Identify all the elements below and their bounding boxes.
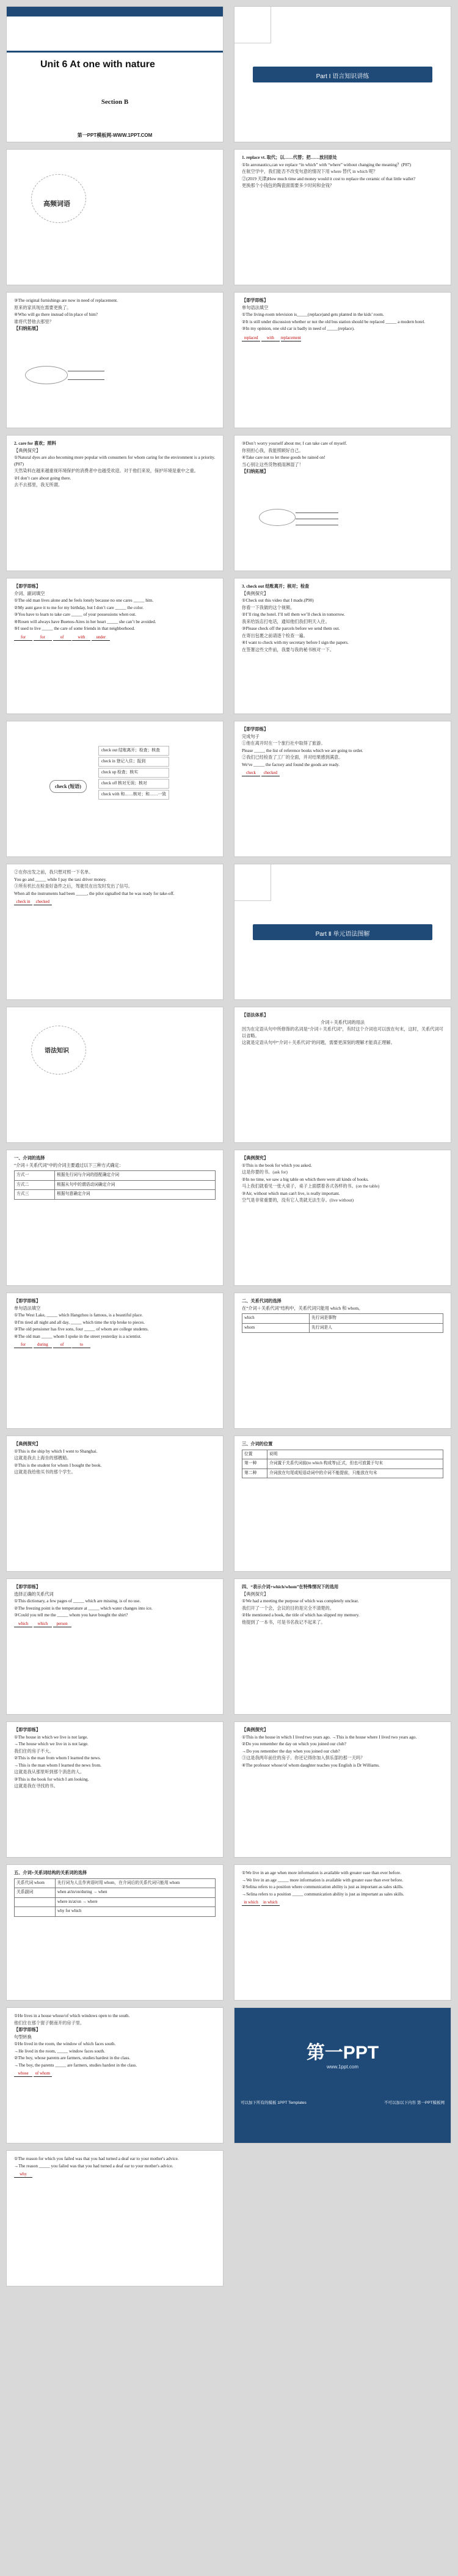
line: →He lived in the room, _____ window faces south. [14, 2048, 105, 2054]
line: ⑤I used to live _____ the care of some friends in that neighborhood. [14, 626, 135, 631]
line: 介词＋关系代词的用法 [321, 1020, 365, 1025]
line: ①He lives in a house whose/of which windows open to the south. [14, 2013, 130, 2018]
line: 句型转换 [14, 2034, 32, 2040]
section-title: Section B [101, 98, 129, 106]
mindmap-center: check (短语) [49, 780, 87, 793]
line: 原来的家具现在需要更换了。 [14, 305, 71, 310]
grammar-title: 语法知识 [45, 1048, 69, 1054]
answer: to [72, 1342, 90, 1348]
line: 【归纳拓展】 [14, 326, 41, 331]
answer: with [261, 335, 280, 341]
table-row: 第一种 介词置于关系代词前(to which 构成等)正式，但也可放置于句末 [242, 1459, 443, 1469]
line: 天然染料在越来越重视环境保护的消费者中也越受欢迎。对于他们来说，保护环境是重中之重。 [14, 469, 198, 473]
prep-example-slide [234, 1150, 451, 1286]
relword-practice-slide [234, 1864, 451, 2001]
answer: checked [261, 770, 280, 776]
check-practice2-slide [6, 864, 224, 1000]
line: ④The old man _____ whom I spoke in the street yesterday is a scientist. [14, 1334, 142, 1339]
line: ③这是我两年前住的房子。你还记得你加入俱乐部的那一天吗？ [242, 1756, 365, 1761]
answer: for [14, 635, 32, 641]
line: ②He mentioned a book, the title of which has slipped my memory. [242, 1613, 360, 1618]
line: ③Please check off the parcels before we send them out. [242, 626, 340, 631]
line: ②I'm tired all night and all day, _____ which time the trip broke to pieces. [14, 1319, 145, 1325]
part2-slide [234, 864, 451, 1000]
line: 【即学即练】 [242, 298, 269, 303]
line: 在航空学中，我们能否不改变句意的情况下用 where 替代 in which 呢？ [242, 169, 378, 174]
grammar-intro-slide [234, 1007, 451, 1143]
line: 因为在定语从句中所修饰的名词是“介词＋关系代词”，有时这个介词也可以放在句末，这时，关系代词可以省略。 [242, 1027, 443, 1038]
line: ②The boy, whose parents are farmers, studies hardest in the class. [14, 2056, 131, 2060]
answer: replacement [280, 335, 301, 340]
pronoun-table [242, 1313, 443, 1333]
line: →The house which we live in is not large. [14, 1742, 89, 1746]
line: ①The living-room television is_____(replace)and gets planted in the kids’ room. [242, 312, 384, 317]
line: ②在你出发之前，我只想对照一下名单。 [14, 870, 93, 875]
grammar-title-slide [6, 1007, 224, 1143]
line: When all the instruments had been _____, the pilot signalled that he was ready for take-off. [14, 891, 175, 896]
line: 【即学即练】 [14, 2027, 41, 2032]
line: ④I want to check with my secretary before I sign the papers. [242, 640, 349, 645]
line: 【语法体系】 [242, 1013, 269, 1018]
line: 1. replace vt. 取代；以……代替；把……放回原处 [242, 155, 337, 160]
mindmap-branches [98, 746, 169, 801]
prep-position-slide [234, 1436, 451, 1572]
line: ③Could you tell me the _____ whom you have bought the shirt? [14, 1613, 128, 1618]
line: 二、关系代词的选择 [242, 1299, 282, 1304]
part1-banner [253, 67, 432, 82]
cover-slide [6, 6, 224, 142]
line: ①We live in an age when more information is available with greater ease than ever before. [242, 1870, 401, 1875]
vocab-title-slide [6, 149, 224, 285]
line: ②It is still under discussion whether or not the old bus station should be replaced _____ a modern hotel. [242, 319, 426, 324]
line: 在“介词＋关系代词”结构中，关系代词只能用 which 和 whom。 [242, 1305, 363, 1311]
line: ①This is the book for which you asked. [242, 1162, 312, 1168]
prep-practice-slide [6, 1293, 224, 1429]
line: 更换那个小钱包的陶瓷面需要多少时间和金钱？ [242, 183, 334, 188]
answer: why [14, 2172, 32, 2178]
line: 【即学即练】 [14, 1585, 41, 1589]
line: ①The reason for which you failed was that you had turned a deaf ear to your mother's advice. [14, 2156, 179, 2161]
table-row: which 先行词是事物 [242, 1314, 443, 1324]
line: 在寄出包裹之前请逐个检查一遍。 [242, 633, 308, 638]
line: 【即学即练】 [14, 1299, 41, 1304]
line: ①他在离开时在一个旅行社中取得了旅游。 [242, 741, 325, 746]
line: 三、介词的位置 [242, 1442, 273, 1447]
line: 去不去那里，我无所谓。 [14, 483, 63, 487]
mindmap-branch: check off 核对无误；核对 [98, 779, 169, 789]
line: 【典例探究】 [242, 1156, 269, 1161]
line: 我们住的房子不大。 [14, 1748, 54, 1754]
answer: for [34, 635, 52, 641]
line: 【典例探究】 [14, 448, 41, 453]
mindmap-branch: check up 检查；核实 [98, 768, 169, 778]
prep-table [14, 1170, 216, 1200]
line: ①We had a meeting the purpose of which was completely unclear. [242, 1599, 359, 1604]
line: ①The old man lives alone and he feels lonely because no one cares _____ him. [14, 598, 154, 603]
diagram-line [68, 379, 104, 380]
answer: of whom [34, 2071, 52, 2077]
prep-choice-slide [6, 1150, 224, 1286]
vocab-title: 高频词语 [43, 200, 70, 208]
line: 介词、副词填空 [14, 591, 45, 596]
line: We've _____ the factory and found the goods are ready. [242, 762, 340, 767]
answer: in which [261, 1900, 280, 1906]
line: ①Check out this video that I made.(P90) [242, 598, 314, 603]
diagram-node [25, 366, 68, 384]
line: ①This dictionary, a few pages of _____ which are missing, is of no use. [14, 1599, 141, 1604]
line: ③The old pensioner has five sons, four _____ of whom are college students. [14, 1327, 149, 1332]
line: ②I’ll ring the hotel. I’ll tell them we’ll check in tomorrow. [242, 612, 345, 617]
line: 【典例探究】 [242, 1591, 269, 1597]
brand-slide [234, 2007, 451, 2144]
line: →We live in an age _____ more information is available with greater ease than ever before. [242, 1877, 404, 1883]
line: 【典例探究】 [14, 1442, 41, 1447]
diagram-node [259, 509, 296, 526]
table-row: 关系副词 when at/in/on/during → when [15, 1888, 216, 1898]
answer: of [53, 1342, 71, 1348]
line: ②Selina refers to a position where communication ability is just as important as sales skills. [242, 1885, 404, 1889]
line: ②My aunt gave it to me for my birthday, but I don’t care _____ the color. [14, 605, 144, 610]
line: ③Air, without which man can't live, is really important. [242, 1191, 340, 1196]
transform-slide [6, 1721, 224, 1858]
line: ②Do you remember the day on which you joined our club? [242, 1742, 346, 1746]
position-table [242, 1450, 443, 1479]
line: 【即学即练】 [14, 1728, 41, 1732]
line: 【即学即练】 [242, 727, 269, 732]
line: ③You have to learn to take care _____ of your possessions when out. [14, 612, 136, 617]
table-row: 位置 说明 [242, 1450, 443, 1459]
line: 选择正确的关系代词 [14, 1591, 54, 1597]
brand-url: www.1ppt.com [326, 2064, 359, 2070]
pronoun-choice-slide [234, 1293, 451, 1429]
carefor-practice-slide [6, 578, 224, 714]
whose-slide [6, 2007, 224, 2144]
line: 你别担心我，我能照顾好自己。 [242, 448, 304, 453]
corner-decoration [234, 864, 271, 901]
cover-rule [7, 51, 223, 53]
line: 这就是我给他买书的那个学生。 [14, 1470, 76, 1475]
line: →Do you remember the day when you joined our club? [242, 1748, 340, 1754]
part2-banner [253, 924, 432, 940]
mindmap-branch: check in 登记入住；报到 [98, 757, 169, 767]
line: 我们开了一个会，会议的目的是完全不清楚的。 [242, 1605, 334, 1611]
line: →The boy, the parents _____ are farmers, studies hardest in the class. [14, 2062, 137, 2068]
answer: which [34, 1621, 52, 1627]
answer: replaced [242, 335, 260, 341]
line: ③This is the book for which I am looking. [14, 1776, 89, 1782]
pronoun-example-slide [6, 1436, 224, 1572]
line: ④Rosen will always have Buenos-Aires in her heart _____ she can’t be avoided. [14, 619, 156, 624]
line: 在签署这些文件前，我要与我的秘书核对一下。 [242, 647, 334, 652]
line: ③In my opinion, one old car is badly in need of _____(replace). [242, 326, 355, 331]
takecare-slide [234, 435, 451, 571]
answer: during [34, 1342, 52, 1348]
mindmap-branch: check out 结账离开；检查；核查 [98, 746, 169, 756]
line: 【典例探究】 [242, 1728, 269, 1732]
line: 这就是我在寻找的书。 [14, 1784, 58, 1789]
line: ④The professor whose/of whom daughter teaches you English is Dr Williams. [242, 1762, 380, 1768]
answer: whose [14, 2071, 32, 2077]
line: 当心别让这些货物被雨淋湿了！ [242, 462, 304, 467]
answer: check in [14, 899, 32, 905]
line: →The reason _____ you failed was that you had turned a deaf ear to your mother's advice. [14, 2163, 173, 2169]
table-row: whom 先行词是人 [242, 1323, 443, 1333]
line: ②I don’t care about going there. [14, 475, 71, 481]
line: ②This is the man from whom I learned the news. [14, 1756, 101, 1761]
part2-label: Part Ⅱ 单元语法图解 [315, 931, 370, 938]
line: Please _____ the list of reference books which we are going to order. [242, 748, 363, 753]
line: “介词＋关系代词”中的介词主要通过以下三种方式确定： [14, 1162, 123, 1168]
replace-slide [234, 149, 451, 285]
line: 完成句子 [242, 734, 260, 739]
answer: under [92, 635, 110, 641]
corner-decoration [234, 7, 271, 43]
line: ②In no time, we saw a big table on which there were all kinds of books. [242, 1177, 369, 1182]
line: 我来给饭店打电话，通知他们我们明天入住。 [242, 619, 330, 624]
table-row: 方式二 根据从句中的谓语动词确定介词 [15, 1180, 216, 1190]
line: 这就是我从那里听到那个消息的人。 [14, 1770, 85, 1775]
line: 谁将代替他去那里？ [14, 319, 54, 324]
line: 【归纳拓展】 [242, 469, 269, 474]
special-case-slide [234, 1578, 451, 1715]
part1-label: Part Ⅰ 语言知识讲练 [316, 73, 369, 80]
line: ②This is the student for whom I bought the book. [14, 1462, 102, 1468]
answer: checked [34, 899, 52, 905]
line: 一、介词的选择 [14, 1156, 45, 1161]
line: ②我们已经检查了工厂的全面，并对结果感到满意。 [242, 755, 343, 760]
line: 五、介词+关系词结构的关系词的选择 [14, 1870, 87, 1875]
checkout-slide [234, 578, 451, 714]
relword-choice-slide [6, 1864, 224, 2001]
line: →Selina refers to a position _____ communication ability is just as important as sales skills. [242, 1891, 404, 1897]
footer-left: 可以加下所有的模板 1PPT Templates [241, 2101, 307, 2105]
carefor-slide [6, 435, 224, 571]
line: 【典例探究】 [242, 591, 269, 596]
line: 【即学即练】 [14, 584, 41, 589]
line: ③Don’t worry yourself about me; I can take care of myself. [242, 441, 347, 446]
brand-logo: 第一PPT [306, 2043, 379, 2063]
mindmap-branch: check with 和……核对；和……一致 [98, 790, 169, 800]
answer: for [14, 1342, 32, 1348]
line: ①In aeronautics,can we replace “in which” with “where” without changing the meaning？(P87) [242, 162, 412, 167]
line: ②The freezing point is the temperature at _____ which water changes into ice. [14, 1605, 153, 1611]
table-row: 方式三 根据句意确定介词 [15, 1190, 216, 1200]
part1-slide [234, 6, 451, 142]
line: 这是你要的书。(ask for) [242, 1170, 288, 1175]
line: ①This is the house in which I lived two years ago. →This is the house where I lived two years ago. [242, 1734, 417, 1740]
line: ④Who will go there instead of/in place of him? [14, 312, 98, 317]
answer: which [14, 1621, 32, 1627]
table-row: 方式一 根据先行词与介词的搭配确定介词 [15, 1171, 216, 1181]
line: →This is the man whom I learned the news from. [14, 1762, 101, 1768]
line: 他们住在那个窗子朝南开的房子里。 [14, 2020, 85, 2026]
table-row: 第二种 介词放在句尾或短语动词中的介词不能提前，只能放在句末 [242, 1469, 443, 1478]
brand-footer [241, 2100, 445, 2118]
line: ③所有机长在检查好备件之后，驾驶员在出发时发出了信号。 [14, 884, 133, 889]
line: 空气是非常重要的，没有它人类就无法生存。(live without) [242, 1198, 354, 1203]
line: 马上我们就看见一张大桌子，桌子上面摆着各式各样的书。(on the table) [242, 1184, 380, 1189]
line: 单句语法填空 [242, 305, 269, 310]
line: ④Take care not to let these goods be rained on! [242, 455, 325, 460]
answer: check [242, 770, 260, 776]
replacement-slide [6, 292, 224, 428]
line: 他提到了一本书，可是书名我记不起来了。 [242, 1619, 325, 1625]
line: ③The original furnishings are now in need of replacement. [14, 298, 118, 303]
cover-bar [7, 7, 223, 16]
pronoun-practice-slide [6, 1578, 224, 1715]
answer: of [53, 635, 71, 641]
line: 这就是定语从句中“介词＋关系代词”的问题，需要更深刻的理解才能真正理解。 [242, 1040, 395, 1045]
line: ②(2019 天津)How much time and money would it cost to replace the ceramic of that little wallet? [242, 176, 416, 181]
relative-adverb-slide [234, 1721, 451, 1858]
line: 你看一下我做的这个视频。 [242, 605, 295, 610]
answer: person [53, 1621, 71, 1627]
site-banner: 第一PPT模板网-WWW.1PPT.COM [77, 133, 153, 138]
table-row: 关系代词 whom 先行词为人且作宾语时用 whom，在介词后的关系代词只能用 whom [15, 1878, 216, 1888]
line: ①He lived in the room, the window of which faces south. [14, 2041, 116, 2046]
line: ①The house in which we live is not large. [14, 1734, 89, 1740]
table-row: why for which [15, 1907, 216, 1917]
check-practice-slide [234, 721, 451, 857]
line: ①Natural dyes are also becoming more popular with consumers for whom caring for the environment is a priority.(P87) [14, 455, 216, 467]
answer: in which [242, 1900, 260, 1906]
footer-right: 不可以加以下内容 第一PPT模板网 [384, 2101, 445, 2105]
line: 单句语法填空 [14, 1305, 41, 1311]
line: You go and _____ while I pay the taxi driver money. [14, 877, 107, 882]
unit-title: Unit 6 At one with nature [40, 59, 155, 70]
line: 2. care for 喜欢；照料 [14, 441, 56, 446]
line: 四、“表示介词+which/whom”在特殊情况下的选用 [242, 1585, 339, 1589]
reason-slide [6, 2150, 224, 2286]
line: ①This is the ship by which I went to Shanghai. [14, 1448, 98, 1454]
relword-table [14, 1878, 216, 1917]
replace-practice-slide [234, 292, 451, 428]
line: ①The West Lake, _____ which Hangzhou is famous, is a beautiful place. [14, 1313, 143, 1318]
line: 这就是我去上海坐的那艘船。 [14, 1456, 71, 1461]
table-row: where in/at/on → where [15, 1897, 216, 1907]
check-mindmap-slide [6, 721, 224, 857]
line: 3. check out 结账离开；核对；检查 [242, 584, 310, 589]
answer: with [72, 635, 90, 641]
